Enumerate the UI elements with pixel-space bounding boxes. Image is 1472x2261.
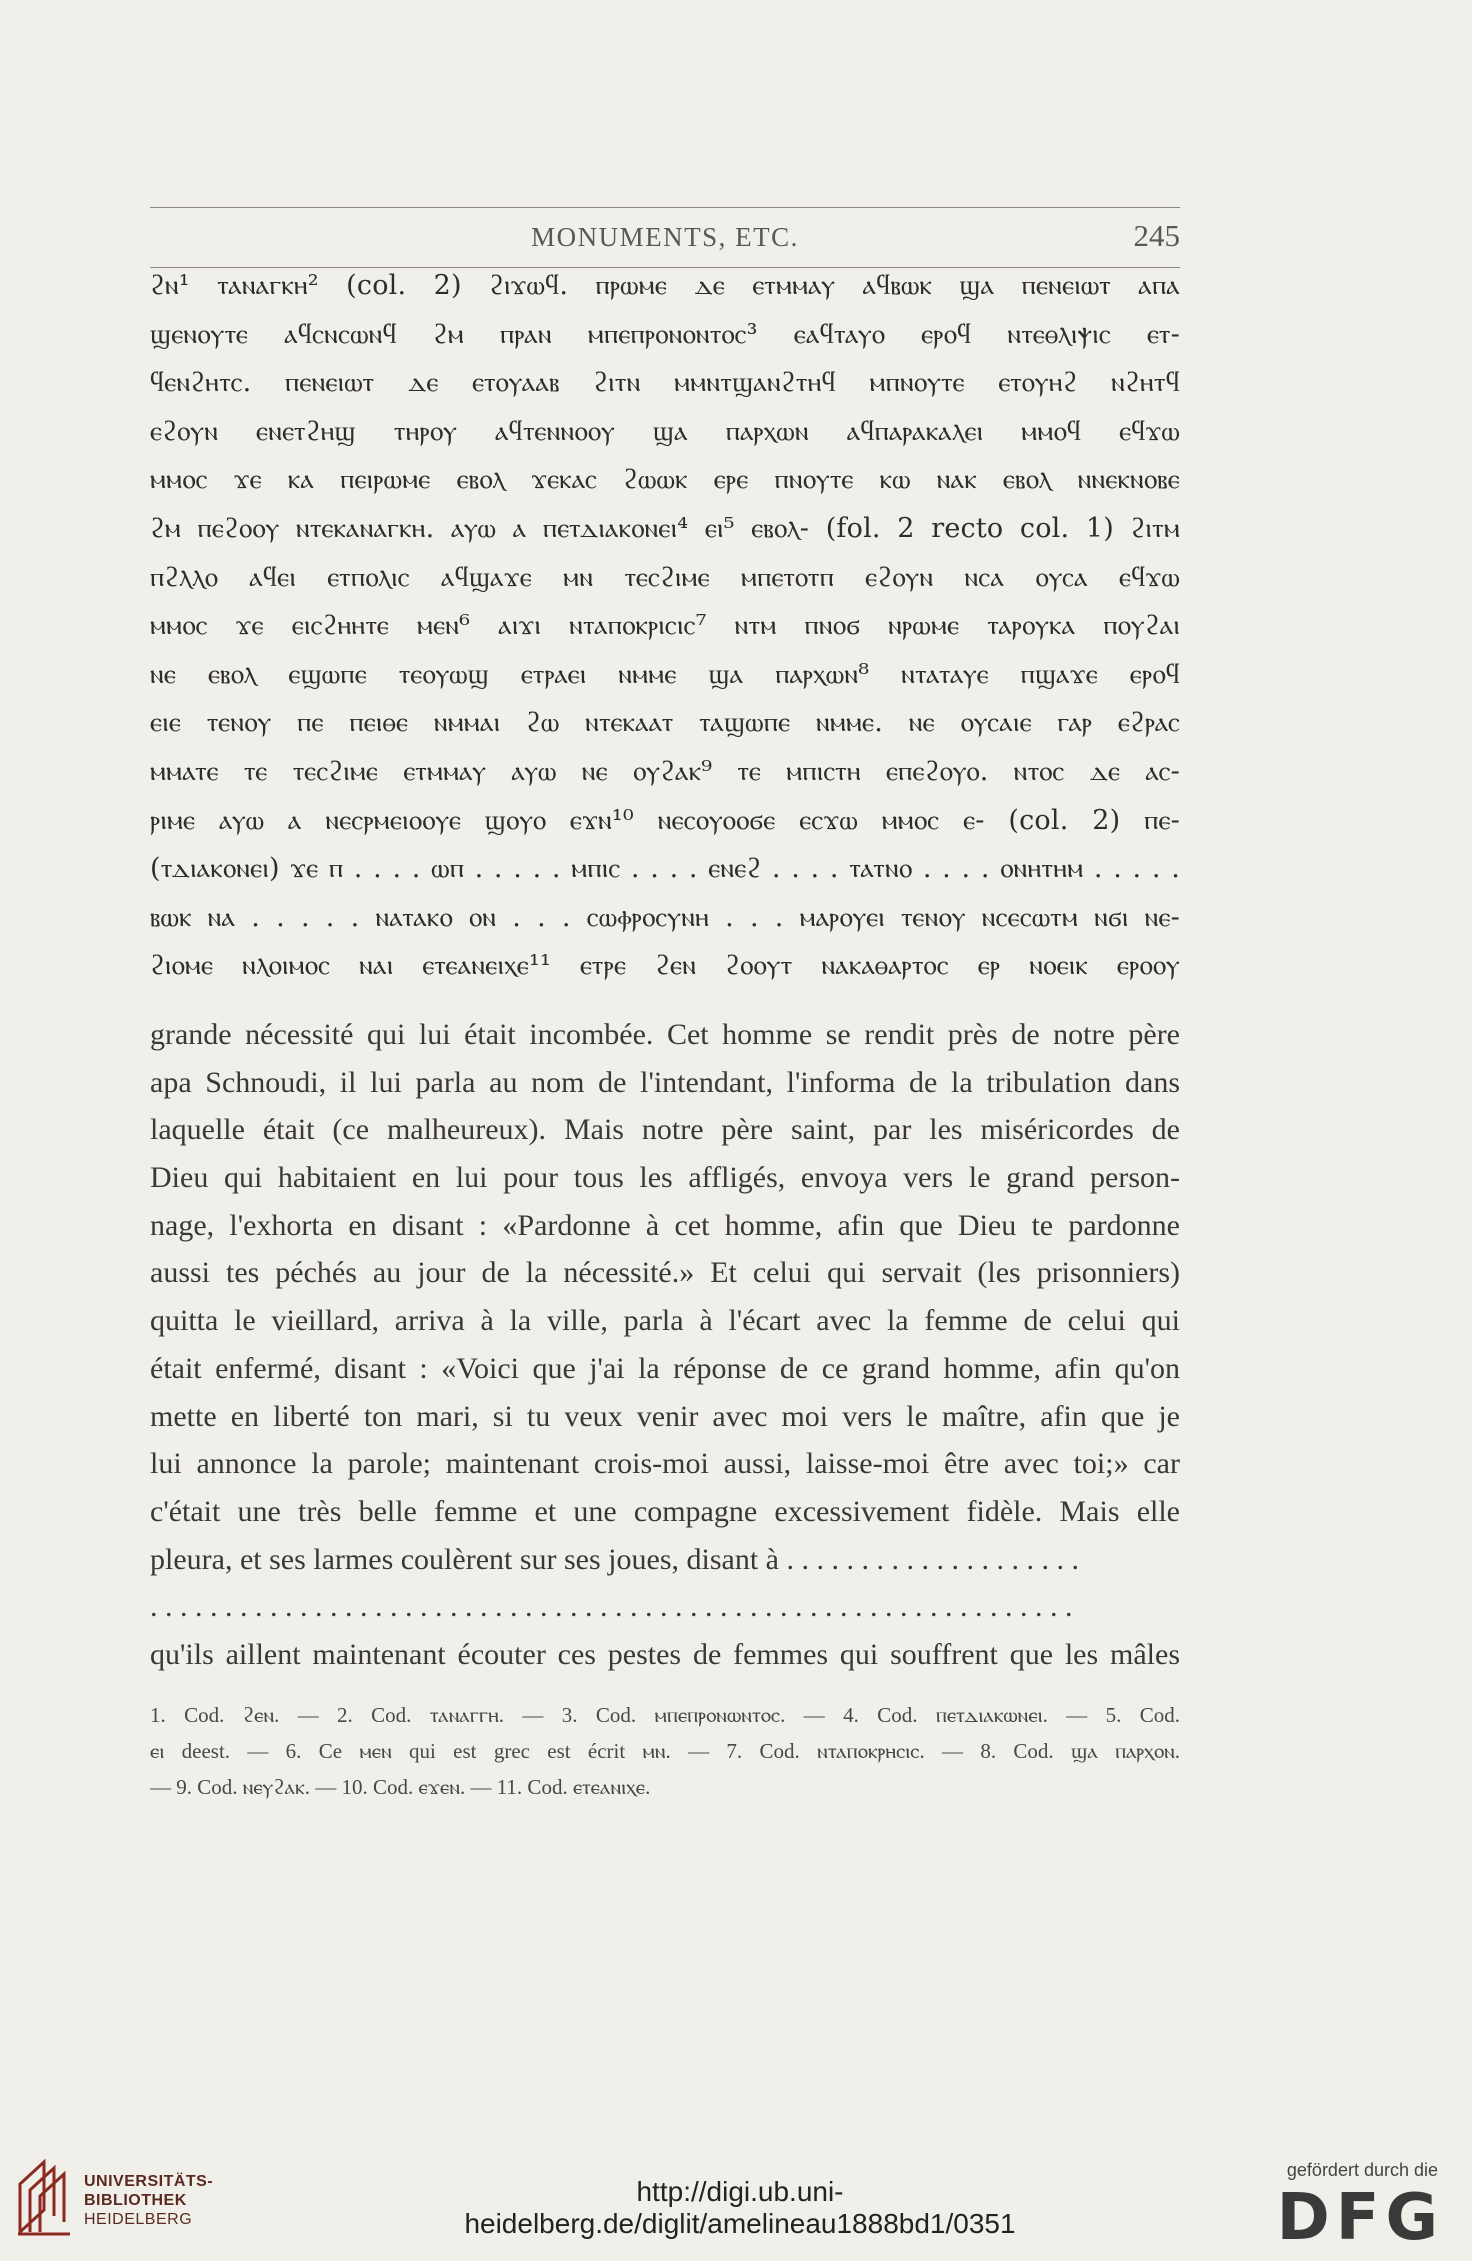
french-text-line: laquelle était (ce malheureux). Mais notre père saint, par les miséricordes de xyxy=(150,1113,1180,1147)
footnotes-block xyxy=(150,1697,1180,1805)
french-text-line: Dieu qui habitaient en lui pour tous les affligés, envoya vers le grand person- xyxy=(150,1161,1180,1195)
coptic-text-line: ⲙⲙⲟⲥ ϫⲉ ⲕⲁ ⲡⲉⲓⲣⲱⲙⲉ ⲉⲃⲟⲗ ϫⲉⲕⲁⲥ ϩⲱⲱⲕ ⲉⲣⲉ ⲡⲛⲟⲩⲧⲉ ⲕⲱ ⲛⲁⲕ ⲉⲃⲟⲗ ⲛⲛⲉⲕⲛⲟⲃⲉ xyxy=(150,464,1180,496)
coptic-text-line: ⲛⲉ ⲉⲃⲟⲗ ⲉϣⲱⲡⲉ ⲧⲉⲟⲩⲱϣ ⲉⲧⲣⲁⲉⲓ ⲛⲙⲙⲉ ϣⲁ ⲡⲁⲣⲭⲱⲛ⁸ ⲛⲧⲁⲧⲁⲩⲉ ⲡϣⲁϫⲉ ⲉⲣⲟϥ xyxy=(150,658,1180,690)
running-head xyxy=(150,218,1180,262)
coptic-text-line: ⲉⲓⲉ ⲧⲉⲛⲟⲩ ⲡⲉ ⲡⲉⲓⲑⲉ ⲛⲙⲙⲁⲓ ϩⲱ ⲛⲧⲉⲕⲁⲁⲧ ⲧⲁϣⲱⲡⲉ ⲛⲙⲙⲉ. ⲛⲉ ⲟⲩⲥⲁⲓⲉ ⲅⲁⲣ ⲉϩⲣⲁⲥ xyxy=(150,707,1180,739)
french-text-line: quitta le vieillard, arriva à la ville, parla à l'écart avec la femme de celui qui xyxy=(150,1304,1180,1338)
coptic-text-line: ϩⲙ ⲡⲉϩⲟⲟⲩ ⲛⲧⲉⲕⲁⲛⲁⲅⲕⲏ. ⲁⲩⲱ ⲁ ⲡⲉⲧⲇⲓⲁⲕⲟⲛⲉⲓ⁴ ⲉⲓ⁵ ⲉⲃⲟⲗ- (fol. 2 recto col. 1) ϩⲓⲧⲙ xyxy=(150,512,1180,544)
coptic-text-line: ⲡϩⲗⲗⲟ ⲁϥⲉⲓ ⲉⲧⲡⲟⲗⲓⲥ ⲁϥϣⲁϫⲉ ⲙⲛ ⲧⲉⲥϩⲓⲙⲉ ⲙⲡⲉⲧⲟⲧⲡ ⲉϩⲟⲩⲛ ⲛⲥⲁ ⲟⲩⲥⲁ ⲉϥϫⲱ xyxy=(150,561,1180,593)
coptic-text-line: ⲙⲙⲟⲥ ϫⲉ ⲉⲓⲥϩⲏⲏⲧⲉ ⲙⲉⲛ⁶ ⲁⲓϫⲓ ⲛⲧⲁⲡⲟⲕⲣⲓⲥⲓⲥ⁷ ⲛⲧⲙ ⲡⲛⲟϭ ⲛⲣⲱⲙⲉ ⲧⲁⲣⲟⲩⲕⲁ ⲡⲟⲩϩⲁⲓ xyxy=(150,610,1180,642)
footnote-line: — 9. Cod. ⲛⲉⲩϩⲁⲕ. — 10. Cod. ⲉϫⲉⲛ. — 11. Cod. ⲉⲧⲉⲁⲛⲓⲭⲉ. xyxy=(150,1775,651,1799)
french-text-line: apa Schnoudi, il lui parla au nom de l'intendant, l'informa de la tribulation dans xyxy=(150,1065,1180,1099)
french-translation-block xyxy=(150,1011,1180,1679)
coptic-text-line: ⲃⲱⲕ ⲛⲁ . . . . . ⲛⲁⲧⲁⲕⲟ ⲟⲛ . . . ⲥⲱⲫⲣⲟⲥⲩⲛⲏ . . . ⲙⲁⲣⲟⲩⲉⲓ ⲧⲉⲛⲟⲩ ⲛⲥⲉⲥⲱⲧⲙ ⲛϭⲓ ⲛⲉ- xyxy=(150,901,1180,933)
header-rule-top xyxy=(150,207,1180,208)
french-text-line: c'était une très belle femme et une compagne excessivement fidèle. Mais elle xyxy=(150,1494,1180,1528)
coptic-text-block xyxy=(150,262,1180,991)
french-text-line: grande nécessité qui lui était incombée. Cet homme se rendit près de notre père xyxy=(150,1018,1180,1051)
footnote-line: 1. Cod. ϩⲉⲛ. — 2. Cod. ⲧⲁⲛⲁⲅⲅⲏ. — 3. Cod. ⲙⲡⲉⲡⲣⲟⲛⲱⲛⲧⲟⲥ. — 4. Cod. ⲡⲉⲧⲇⲓⲁⲕⲱⲛⲉⲓ. — 5. Cod. xyxy=(150,1703,1180,1727)
french-text-line: nage, l'exhorta en disant : «Pardonne à cet homme, afin que Dieu te pardonne xyxy=(150,1208,1180,1242)
funding-caption: gefördert durch die xyxy=(1286,2160,1438,2180)
coptic-text-line: ϩⲓⲟⲙⲉ ⲛⲗⲟⲓⲙⲟⲥ ⲛⲁⲓ ⲉⲧⲉⲁⲛⲉⲓⲭⲉ¹¹ ⲉⲧⲣⲉ ϩⲉⲛ ϩⲟⲟⲩⲧ ⲛⲁⲕⲁⲑⲁⲣⲧⲟⲥ ⲉⲣ ⲛⲟⲉⲓⲕ ⲉⲣⲟⲟⲩ xyxy=(150,950,1180,982)
library-name-line1: UNIVERSITÄTS- xyxy=(84,2173,214,2190)
coptic-text-line: ϣⲉⲛⲟⲩⲧⲉ ⲁϥⲥⲛⲥⲱⲛϥ ϩⲙ ⲡⲣⲁⲛ ⲙⲡⲉⲡⲣⲟⲛⲟⲛⲧⲟⲥ³ ⲉⲁϥⲧⲁⲩⲟ ⲉⲣⲟϥ ⲛⲧⲉⲑⲗⲓⲯⲓⲥ ⲉⲧ- xyxy=(150,318,1180,350)
french-text-line: lui annonce la parole; maintenant crois-moi aussi, laisse-moi être avec toi;» car xyxy=(150,1447,1180,1481)
page-number: 245 xyxy=(1133,218,1180,253)
french-text-line: mette en liberté ton mari, si tu veux venir avec moi vers le maître, afin que je xyxy=(150,1399,1180,1433)
coptic-text-line: ⲉϩⲟⲩⲛ ⲉⲛⲉⲧϩⲏϣ ⲧⲏⲣⲟⲩ ⲁϥⲧⲉⲛⲛⲟⲟⲩ ϣⲁ ⲡⲁⲣⲭⲱⲛ ⲁϥⲡⲁⲣⲁⲕⲁⲗⲉⲓ ⲙⲙⲟϥ ⲉϥϫⲱ xyxy=(150,415,1180,447)
coptic-text-line: ⲣⲓⲙⲉ ⲁⲩⲱ ⲁ ⲛⲉⲥⲣⲙⲉⲓⲟⲟⲩⲉ ϣⲟⲩⲟ ⲉϫⲛ¹⁰ ⲛⲉⲥⲟⲩⲟⲟϭⲉ ⲉⲥϫⲱ ⲙⲙⲟⲥ ⲉ- (col. 2) ⲡⲉ- xyxy=(150,804,1180,836)
footnote-line: ⲉⲓ deest. — 6. Ce ⲙⲉⲛ qui est grec est écrit ⲙⲛ. — 7. Cod. ⲛⲧⲁⲡⲟⲕⲣⲏⲥⲓⲥ. — 8. Cod. ϣⲁ ⲡⲁⲣⲭⲟⲛ. xyxy=(150,1739,1180,1763)
french-text-line: . . . . . . . . . . . . . . . . . . . . . . . . . . . . . . . . . . . . . . . . . . . . . . . . . . . . . . . . . . . . . . xyxy=(150,1590,1073,1624)
coptic-text-line: ⲙⲙⲁⲧⲉ ⲧⲉ ⲧⲉⲥϩⲓⲙⲉ ⲉⲧⲙⲙⲁⲩ ⲁⲩⲱ ⲛⲉ ⲟⲩϩⲁⲕ⁹ ⲧⲉ ⲙⲡⲓⲥⲧⲏ ⲉⲡⲉϩⲟⲩⲟ. ⲛⲧⲟⲥ ⲇⲉ ⲁⲥ- xyxy=(150,755,1180,787)
coptic-text-line: ϩⲛ¹ ⲧⲁⲛⲁⲅⲕⲏ² (col. 2) ϩⲓϫⲱϥ. ⲡⲣⲱⲙⲉ ⲇⲉ ⲉⲧⲙⲙⲁⲩ ⲁϥⲃⲱⲕ ϣⲁ ⲡⲉⲛⲉⲓⲱⲧ ⲁⲡⲁ xyxy=(150,270,1180,301)
french-text-line: aussi tes péchés au jour de la nécessité.» Et celui qui servait (les prisonniers) xyxy=(150,1256,1180,1290)
french-text-line: qu'ils aillent maintenant écouter ces pestes de femmes qui souffrent que les mâles xyxy=(150,1637,1180,1671)
library-name-line3: HEIDELBERG xyxy=(84,2211,193,2228)
coptic-text-line: (ⲧⲇⲓⲁⲕⲟⲛⲉⲓ) ϫⲉ ⲡ . . . . ⲱⲡ . . . . . ⲙⲡⲓⲥ . . . . ⲉⲛⲉϩ . . . . ⲧⲁⲧⲛⲟ . . . . ⲟⲛⲏⲧⲏⲙ . . . . . xyxy=(150,853,1180,885)
permalink-url[interactable]: http://digi.ub.uni-heidelberg.de/diglit/amelineau1888bd1/0351 xyxy=(464,2176,1016,2239)
french-text-line: pleura, et ses larmes coulèrent sur ses joues, disant à . . . . . . . . . . . . . . . . . . . . xyxy=(150,1542,1079,1576)
coptic-text-line: ϥⲉⲛϩⲏⲧⲥ. ⲡⲉⲛⲉⲓⲱⲧ ⲇⲉ ⲉⲧⲟⲩⲁⲁⲃ ϩⲓⲧⲛ ⲙⲙⲛⲧϣⲁⲛϩⲧⲏϥ ⲙⲡⲛⲟⲩⲧⲉ ⲉⲧⲟⲩⲏϩ ⲛϩⲏⲧϥ xyxy=(150,367,1180,399)
digitization-footer xyxy=(0,2140,1472,2261)
dfg-logo: DFG xyxy=(1276,2181,1444,2255)
library-name xyxy=(84,2172,213,2229)
running-title: MONUMENTS, ETC. xyxy=(531,222,799,252)
university-library-logo-icon xyxy=(14,2154,80,2238)
french-text-line: était enfermé, disant : «Voici que j'ai la réponse de ce grand homme, afin qu'on xyxy=(150,1351,1180,1385)
library-name-line2: BIBLIOTHEK xyxy=(84,2192,187,2209)
